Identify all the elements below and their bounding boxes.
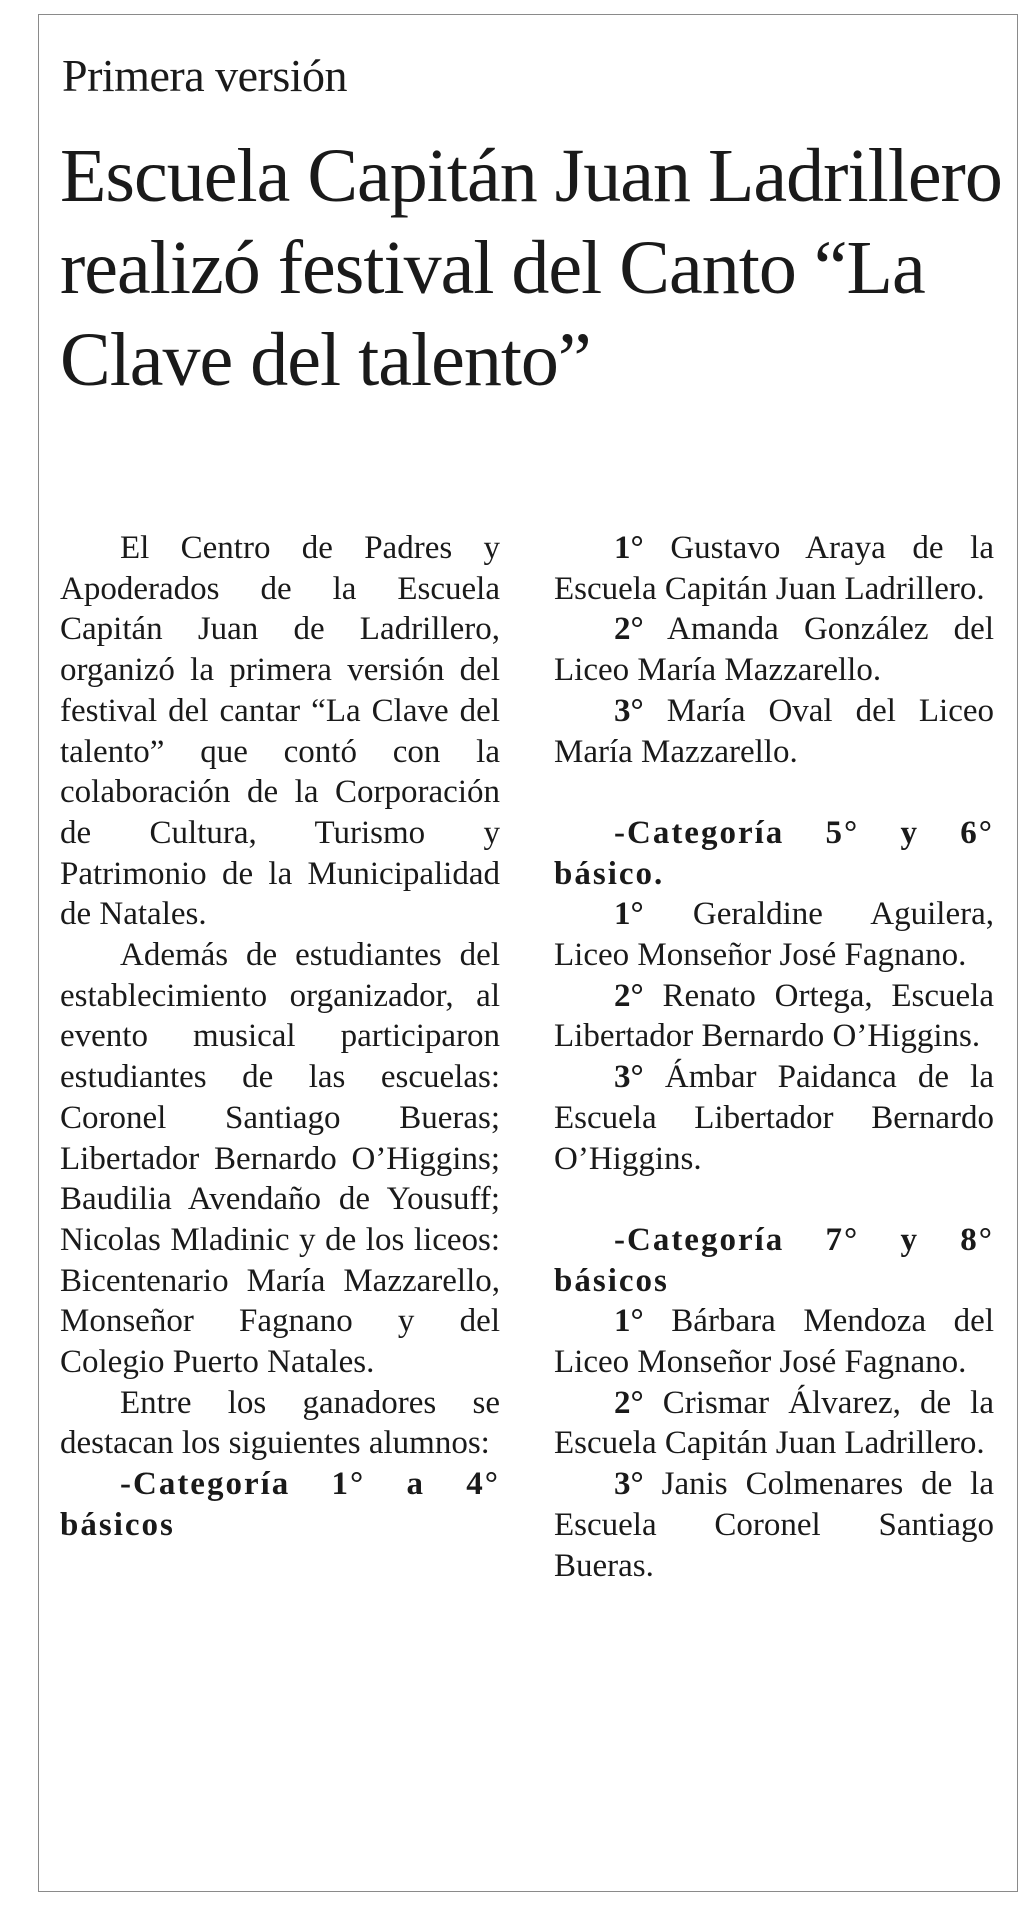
winner-entry bbox=[554, 1301, 994, 1382]
winner-place: 1° bbox=[614, 1303, 644, 1340]
winner-place: 2° bbox=[614, 611, 644, 648]
body-paragraph-winners-intro: Entre los ganadores se destacan los siguientes alumnos: bbox=[60, 1384, 500, 1462]
winner-text: Gustavo Araya de la Escuela Capitán Juan Ladrillero. bbox=[554, 530, 994, 607]
body-paragraph-participants: Además de estudiantes del establecimiento organizador, al evento musical participaron estudiantes de las escuelas: Coronel Santiago Bueras; Libertador Bernardo O’Higgins; Baudilia Avendaño de Yousuff; Nicolas Mladinic y de los liceos: Bicentenario María Mazzarello, Monseñor Fagnano y del Colegio Puerto Natales. bbox=[60, 937, 500, 1381]
winner-text: Bárbara Mendoza del Liceo Monseñor José Fagnano. bbox=[554, 1303, 995, 1381]
body-paragraph-intro: El Centro de Padres y Apoderados de la Escuela Capitán Juan de Ladrillero, organizó la primera versión del festival del cantar “La Clave del talento” que contó con la colaboración de la Corporación de Cultura, Turismo y Patrimonio de la Municipalidad de Natales. bbox=[60, 530, 500, 933]
winner-place: 1° bbox=[614, 896, 644, 933]
winner-place: 3° bbox=[614, 1466, 644, 1503]
article-headline: Escuela Capitán Juan Ladrillero realizó festival del Canto “La Clave del talento” bbox=[60, 134, 1002, 402]
winner-text: Janis Colmenares de la Escuela Coronel Santiago Bueras. bbox=[554, 1466, 995, 1584]
spacer bbox=[554, 772, 994, 813]
winner-text: Ámbar Paidanca de la Escuela Libertador Bernardo O’Higgins. bbox=[554, 1059, 995, 1177]
winner-entry bbox=[554, 894, 994, 975]
winner-text: María Oval del Liceo María Mazzarello. bbox=[554, 692, 994, 770]
winner-entry bbox=[554, 528, 994, 609]
winner-place: 2° bbox=[614, 977, 644, 1014]
category-heading: -Categoría 7° y 8° básicos bbox=[554, 1221, 994, 1299]
category-heading: -Categoría 1° a 4° básicos bbox=[60, 1466, 500, 1543]
category-heading: -Categoría 5° y 6° básico. bbox=[554, 814, 994, 892]
winner-entry bbox=[554, 1383, 994, 1464]
winner-text: Geraldine Aguilera, Liceo Monseñor José Fagnano. bbox=[554, 896, 994, 974]
winner-text: Renato Ortega, Escuela Libertador Bernardo O’Higgins. bbox=[554, 977, 995, 1055]
article-kicker: Primera versión bbox=[62, 50, 348, 101]
winner-place: 3° bbox=[614, 692, 644, 729]
winner-text: Amanda González del Liceo María Mazzarello. bbox=[554, 611, 994, 689]
winner-place: 3° bbox=[614, 1059, 644, 1096]
spacer bbox=[554, 1179, 994, 1220]
winner-place: 2° bbox=[614, 1384, 644, 1421]
winner-entry bbox=[554, 609, 994, 690]
winner-entry bbox=[554, 691, 994, 772]
article-column-right bbox=[554, 528, 994, 1586]
article-column-left bbox=[60, 528, 500, 1546]
winner-entry bbox=[554, 1057, 994, 1179]
winner-text: Crismar Álvarez, de la Escuela Capitán Juan Ladrillero. bbox=[554, 1384, 995, 1462]
winner-entry bbox=[554, 976, 994, 1057]
winner-place: 1° bbox=[614, 530, 644, 566]
winner-entry bbox=[554, 1464, 994, 1586]
